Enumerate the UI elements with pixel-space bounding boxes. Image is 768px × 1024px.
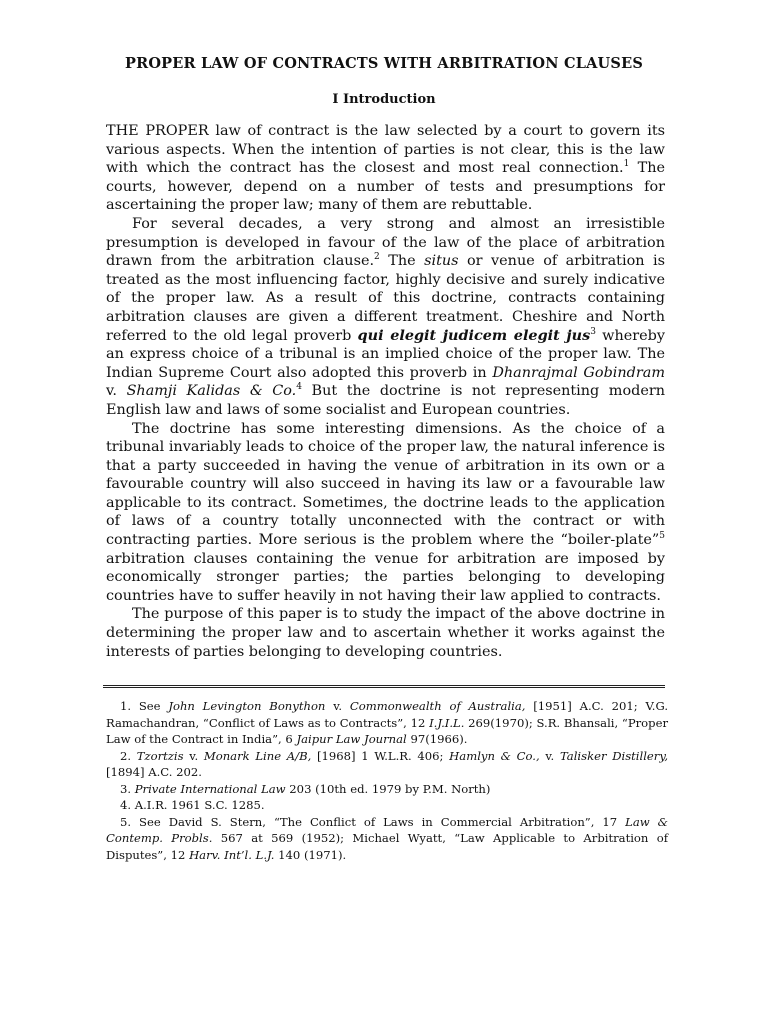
latin-maxim: qui elegit judicem elegit jus: [357, 326, 591, 344]
paragraph-2: For several decades, a very strong and almost an irresistible presumption is developed in favour of the law of the place of arbitration drawn from the arbitration clause.$^2$ The situs or venue of arbitration is treated as the most influencing factor, highly decisive and surely indicative of the proper law. As a result of this doctrine, contracts containing arbitration clauses are given a different treatment. Cheshire and North referred to the old legal proverb qui elegit judicem elegit jus$^3$ whereby an express choice of a tribunal is an implied choice of the proper law. The Indian Supreme Court also adopted this proverb in Dhanrajmal Gobindram v. Shamji Kalidas & Co.$^4$ But the doctrine is not representing modern English law and laws of some socialist and European countries.: [106, 215, 665, 418]
paragraph-1: THE PROPER law of contract is the law selected by a court to govern its various aspects. When the intention of parties is not clear, this is the law with which the contract has the closest and most real connection.$^1$ The courts, however, depend on a number of tests and presumptions for ascertaining the proper law; many of them are rebuttable.: [106, 123, 666, 214]
footnote-ref[interactable]: 1: [623, 159, 630, 170]
article-body: [106, 122, 665, 661]
case-name: Dhanrajmal Gobindram: [492, 364, 665, 381]
footnote-ref[interactable]: 3: [590, 326, 596, 337]
footnote-2: 2. Tzortzis v. Monark Line A/B, [1968] 1 W.L.R. 406; Hamlyn & Co., v. Talisker Distillery, [1894] A.C. 202.: [106, 748, 669, 779]
footnote-4: 4. A.I.R. 1961 S.C. 1285.: [120, 798, 265, 812]
paragraph-3: The doctrine has some interesting dimensions. As the choice of a tribunal invariably leads to choice of the proper law, the natural inference is that a party succeeded in having the venue of arbitration in its own or a favourable country will also succeed in having its law or a favourable law applicable to its contract. Sometimes, the doctrine leads to the application of laws of a country totally unconnected with the contract or with contracting parties. More serious is the problem where the “boiler-plate”$^5$ arbitration clauses containing the venue for arbitration are imposed by economically stronger parties; the parties belonging to developing countries have to suffer heavily in not having their law applied to contracts.: [106, 420, 665, 604]
footnote-1: 1. See John Levington Bonython v. Commonwealth of Australia, [1951] A.C. 201; V.G. Ramachandran, “Conflict of Laws as to Contracts”, 12 I.J.I.L. 269(1970); S.R. Bhansali, “Proper Law of the Contract in India”, 6 Jaipur Law Journal 97(1966).: [106, 699, 669, 746]
lead-words: THE PROPER: [106, 123, 209, 139]
case-name: Shamji Kalidas & Co.: [126, 383, 297, 400]
footnote-3: 3. Private International Law 203 (10th ed. 1979 by P.M. North): [120, 781, 491, 796]
footnote-ref[interactable]: 2: [374, 252, 380, 263]
paragraph-4: The purpose of this paper is to study the impact of the above doctrine in determining the proper law and to ascertain whether it works against the interests of parties belonging to developing countries.: [106, 606, 665, 660]
footnote-ref[interactable]: 5: [659, 531, 665, 542]
article-title: PROPER LAW OF CONTRACTS WITH ARBITRATION CLAUSES: [124, 55, 643, 72]
footnotes: [106, 698, 668, 863]
footnote-5: 5. See David S. Stern, “The Conflict of Laws in Commercial Arbitration”, 17 Law & Contemp. Probls. 567 at 569 (1952); Michael Wyatt, “Law Applicable to Arbitration of Disputes”, 12 Harv. Int’l. L.J. 140 (1971).: [106, 814, 668, 862]
section-heading: I Introduction: [332, 92, 436, 107]
footnote-ref[interactable]: 4: [296, 382, 302, 393]
footnote-divider: [103, 685, 665, 688]
